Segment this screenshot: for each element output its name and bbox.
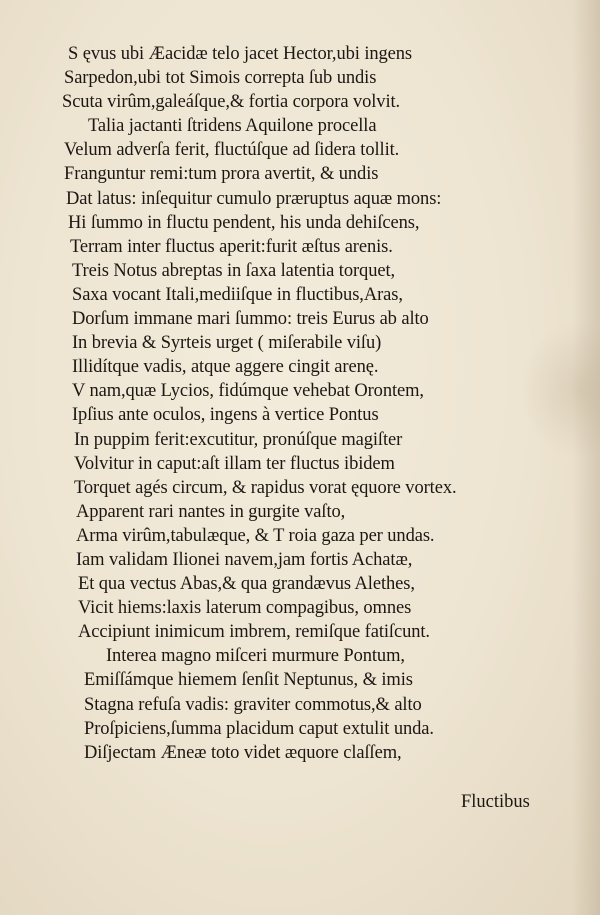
verse-line: Franguntur remi:tum prora avertit, & undis: [64, 164, 379, 185]
verse-line: Scuta virûm,galeáſque,& fortia corpora volvit.: [62, 92, 401, 113]
verse-line: Emiſſámque hiemem ſenſit Neptunus, & imis: [84, 670, 413, 691]
verse-line: Hi ſummo in fluctu pendent, his unda dehiſcens,: [68, 212, 420, 233]
verse-line: Vicit hiems:laxis laterum compagibus, omnes: [78, 598, 412, 619]
verse-line: Volvitur in caput:aſt illam ter fluctus ibidem: [74, 453, 395, 474]
verse-line: Et qua vectus Abas,& qua grandævus Alethes,: [78, 574, 415, 595]
verse-line: Interea magno miſceri murmure Pontum,: [106, 646, 405, 667]
catchword: Fluctibus: [461, 792, 530, 812]
verse-line: Saxa vocant Itali,mediiſque in fluctibus,Aras,: [72, 284, 403, 305]
verse-line: Proſpiciens,ſumma placidum caput extulit unda.: [84, 718, 434, 739]
verse-line: In brevia & Syrteis urget ( miſerabile viſu): [72, 333, 382, 354]
verse-line: Terram inter fluctus aperit:furit æſtus arenis.: [70, 236, 393, 257]
verse-line: Treis Notus abreptas in ſaxa latentia torquet,: [72, 260, 396, 281]
verse-line: Dat latus: inſequitur cumulo præruptus aquæ mons:: [66, 188, 442, 209]
verse-line: Dorſum immane mari ſummo: treis Eurus ab alto: [72, 309, 429, 330]
verse-line: Iam validam Ilionei navem,jam fortis Achatæ,: [76, 549, 413, 570]
ink-bleed-through: [520, 320, 600, 460]
verse-line: Velum adverſa ferit, fluctúſque ad ſidera tollit.: [64, 140, 400, 161]
verse-line: Arma virûm,tabulæque, & T roia gaza per undas.: [76, 525, 435, 546]
verse-line: Stagna refuſa vadis: graviter commotus,& alto: [84, 694, 422, 715]
verse-line: Talia jactanti ſtridens Aquilone procella: [88, 116, 377, 137]
verse-line: Torquet agés circum, & rapidus vorat ęquore vortex.: [74, 477, 457, 498]
verse-block: [60, 42, 457, 765]
verse-line: Ipſius ante oculos, ingens à vertice Pontus: [72, 405, 379, 426]
verse-line: Accipiunt inimicum imbrem, remiſque fatiſcunt.: [78, 622, 430, 643]
verse-line: Sarpedon,ubi tot Simois correpta ſub undis: [64, 68, 377, 89]
verse-line: V nam,quæ Lycios, fidúmque vehebat Orontem,: [72, 381, 424, 402]
verse-line: S ęvus ubi Æacidæ telo jacet Hector,ubi ingens: [68, 44, 413, 64]
verse-line: Diſjectam Æneæ toto videt æquore claſſem,: [84, 742, 402, 763]
verse-line: Apparent rari nantes in gurgite vaſto,: [76, 501, 346, 522]
verse-line: In puppim ferit:excutitur, pronúſque magiſter: [74, 429, 403, 450]
verse-line: Illidítque vadis, atque aggere cingit arenę.: [72, 357, 379, 378]
